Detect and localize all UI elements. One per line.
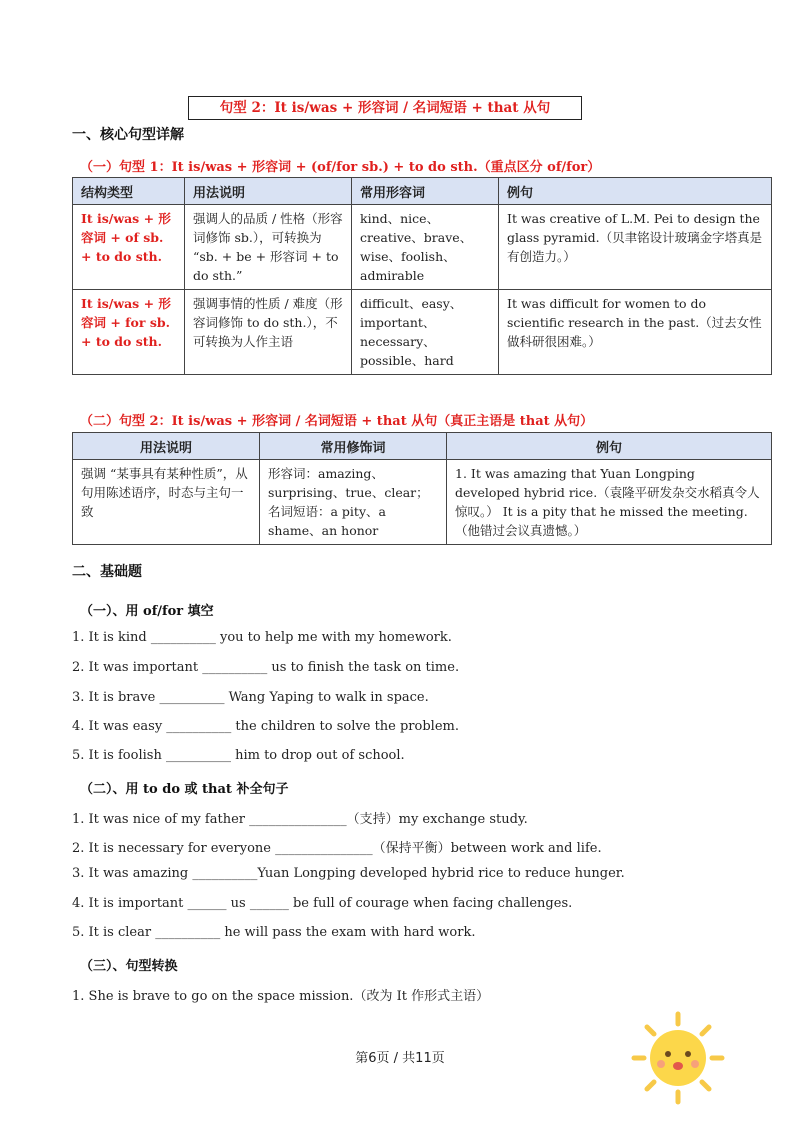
part3-heading: （三）、句型转换 xyxy=(80,959,178,974)
table-cell: 强调 “某事具有某种性质”，从句用陈述语序，时态与主句一致 xyxy=(73,460,260,545)
table-cell: 1. It was amazing that Yuan Longping developed hybrid rice.（袁隆平研发杂交水稻真令人惊叹。） It is a pity that he missed the meeting.（他错过会议真遗憾。） xyxy=(447,460,772,545)
section-heading-core: 一、核心句型详解 xyxy=(72,127,184,143)
table-header-row xyxy=(73,433,772,460)
pattern1-heading: （一）句型 1：It is/was + 形容词 + (of/for sb.) + to do sth.（重点区分 of/for） xyxy=(80,160,601,175)
table-header: 例句 xyxy=(499,178,772,205)
table-row xyxy=(73,205,772,290)
table-cell: It is/was + 形容词 + of sb. + to do sth. xyxy=(73,205,185,290)
table-header: 常用形容词 xyxy=(352,178,499,205)
table-header: 例句 xyxy=(447,433,772,460)
pattern2-table xyxy=(72,432,772,545)
exercise-item: 4. It is important ______ us ______ be full of courage when facing challenges. xyxy=(72,896,573,911)
table-row xyxy=(73,460,772,545)
table-header-row xyxy=(73,178,772,205)
table-cell: 形容词：amazing、surprising、true、clear；名词短语：a pity、a shame、an honor xyxy=(260,460,447,545)
sun-icon xyxy=(630,1010,726,1106)
table-header: 常用修饰词 xyxy=(260,433,447,460)
exercise-item: 1. It was nice of my father _______________（支持）my exchange study. xyxy=(72,812,528,827)
pattern-title-box: 句型 2：It is/was + 形容词 / 名词短语 + that 从句 xyxy=(188,96,582,120)
table-cell: difficult、easy、important、necessary、possible、hard xyxy=(352,290,499,375)
part1-heading: （一）、用 of/for 填空 xyxy=(80,604,214,619)
exercise-item: 5. It is foolish __________ him to drop out of school. xyxy=(72,748,405,763)
exercise-item: 1. It is kind __________ you to help me with my homework. xyxy=(72,630,452,645)
table-cell: It is/was + 形容词 + for sb. + to do sth. xyxy=(73,290,185,375)
exercise-item: 3. It was amazing __________Yuan Longping developed hybrid rice to reduce hunger. xyxy=(72,866,625,881)
table-cell: kind、nice、creative、brave、wise、foolish、admirable xyxy=(352,205,499,290)
table-cell: 强调事情的性质 / 难度（形容词修饰 to do sth.），不可转换为人作主语 xyxy=(185,290,352,375)
section-heading-basic: 二、基础题 xyxy=(72,564,142,580)
exercise-item: 2. It is necessary for everyone _______________（保持平衡）between work and life. xyxy=(72,841,602,856)
table-cell: 强调人的品质 / 性格（形容词修饰 sb.），可转换为 “sb. + be + 形容词 + to do sth.” xyxy=(185,205,352,290)
table-header: 结构类型 xyxy=(73,178,185,205)
table-header: 用法说明 xyxy=(185,178,352,205)
exercise-item: 1. She is brave to go on the space mission.（改为 It 作形式主语） xyxy=(72,989,490,1004)
part2-heading: （二）、用 to do 或 that 补全句子 xyxy=(80,782,289,797)
exercise-item: 3. It is brave __________ Wang Yaping to walk in space. xyxy=(72,690,429,705)
table-cell: It was difficult for women to do scientific research in the past.（过去女性做科研很困难。） xyxy=(499,290,772,375)
table-header: 用法说明 xyxy=(73,433,260,460)
table-row xyxy=(73,290,772,375)
exercise-item: 2. It was important __________ us to finish the task on time. xyxy=(72,660,460,675)
page-number: 第6页 / 共11页 xyxy=(355,1051,445,1066)
pattern1-table xyxy=(72,177,772,375)
pattern2-heading: （二）句型 2：It is/was + 形容词 / 名词短语 + that 从句（真正主语是 that 从句） xyxy=(80,414,594,429)
exercise-item: 5. It is clear __________ he will pass the exam with hard work. xyxy=(72,925,476,940)
table-cell: It was creative of L.M. Pei to design the glass pyramid.（贝聿铭设计玻璃金字塔真是有创造力。） xyxy=(499,205,772,290)
exercise-item: 4. It was easy __________ the children to solve the problem. xyxy=(72,719,459,734)
